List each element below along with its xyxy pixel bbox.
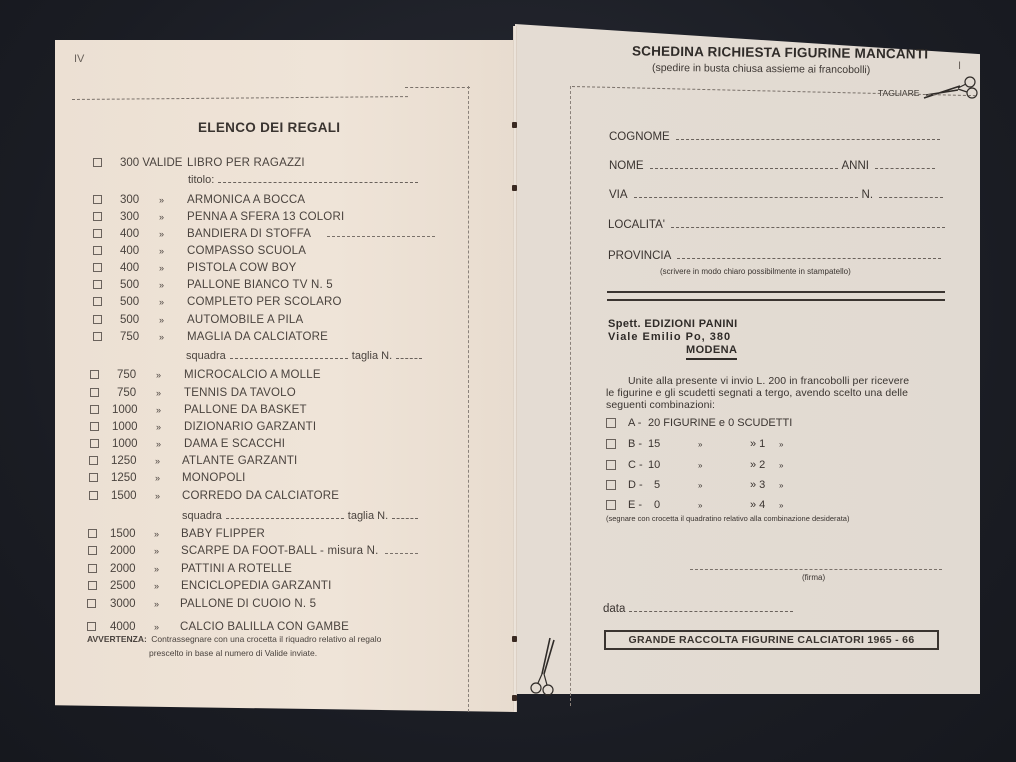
combination-scudetti: » 1 — [750, 438, 766, 450]
gift-checkbox[interactable] — [93, 297, 102, 306]
combination-option-e[interactable] — [606, 497, 784, 513]
ditto-mark: » — [779, 460, 784, 470]
nome-input-line[interactable] — [650, 168, 838, 169]
staple — [512, 185, 517, 191]
firma-input-line[interactable] — [690, 569, 942, 570]
gift-points: 1500 — [110, 527, 136, 540]
gift-checkbox[interactable] — [93, 246, 102, 255]
address-line-3: MODENA — [686, 344, 737, 360]
gift-name: ARMONICA A BOCCA — [187, 193, 306, 206]
gift-row[interactable] — [90, 435, 286, 452]
paragraph-line-3: seguenti combinazioni: — [606, 399, 716, 411]
ditto-mark: » — [155, 455, 161, 466]
combination-option-c[interactable] — [606, 457, 784, 473]
cut-line-vertical — [570, 86, 571, 706]
via-label: VIA — [609, 189, 628, 201]
staple — [512, 122, 517, 128]
gift-checkbox[interactable] — [93, 332, 102, 341]
ditto-mark: » — [156, 387, 162, 398]
gift-checkbox[interactable] — [89, 456, 98, 465]
gift-name: AUTOMOBILE A PILA — [187, 313, 304, 326]
gift-name: PALLONE BIANCO TV N. 5 — [187, 278, 333, 291]
combination-checkbox[interactable] — [606, 460, 616, 470]
gift-name: COMPLETO PER SCOLARO — [187, 295, 342, 308]
right-page-number: I — [958, 60, 962, 72]
gift-row[interactable] — [90, 401, 307, 418]
gift-row[interactable] — [93, 242, 307, 259]
paragraph-line-1: Unite alla presente vi invio L. 200 in francobolli per ricevere — [628, 375, 910, 387]
gift-checkbox[interactable] — [93, 229, 102, 238]
localita-label: LOCALITA' — [608, 219, 665, 231]
cut-label: TAGLIARE — [878, 88, 920, 98]
combination-option-d[interactable] — [606, 477, 784, 493]
gift-row[interactable] — [88, 542, 379, 559]
numero-label: N. — [861, 189, 874, 201]
ditto-mark: » — [156, 421, 162, 432]
gift-checkbox[interactable] — [93, 280, 102, 289]
collection-footer-box — [604, 630, 939, 650]
gift-points: 2000 — [110, 544, 136, 557]
bandiera-input-line[interactable] — [327, 236, 435, 237]
gift-name: PENNA A SFERA 13 COLORI — [187, 210, 345, 223]
gift-name: BABY FLIPPER — [181, 527, 266, 540]
taglia-label: taglia N. — [347, 510, 389, 522]
gift-points: 1250 — [111, 454, 137, 467]
ditto-mark: » — [154, 598, 160, 609]
warning-label: AVVERTENZA: — [87, 634, 147, 644]
squadra-input-line[interactable] — [230, 358, 348, 359]
gift-checkbox[interactable] — [88, 546, 97, 555]
gift-points: 3000 — [110, 597, 136, 610]
gift-row[interactable] — [89, 469, 246, 486]
gift-row[interactable] — [93, 191, 306, 208]
ditto-mark: » — [156, 369, 162, 380]
gift-row[interactable] — [90, 366, 321, 383]
ditto-mark: » — [698, 439, 703, 449]
gift-checkbox[interactable] — [87, 622, 96, 631]
gift-name: PATTINI A ROTELLE — [181, 562, 292, 575]
combination-scudetti: » 2 — [750, 459, 766, 471]
gift-name: MAGLIA DA CALCIATORE — [187, 330, 328, 343]
cut-line-vertical — [468, 86, 469, 712]
gift-name: TENNIS DA TAVOLO — [184, 386, 296, 399]
gift-points: 1250 — [111, 471, 137, 484]
gift-points: 750 — [117, 386, 137, 399]
ditto-mark: » — [156, 438, 162, 449]
cut-line-horizontal — [405, 87, 470, 88]
gift-row[interactable] — [89, 452, 298, 469]
gift-name: PALLONE DA BASKET — [184, 403, 307, 416]
nome-field[interactable] — [609, 160, 939, 172]
combination-letter: A - — [628, 417, 642, 429]
gift-points: 500 — [120, 313, 140, 326]
gift-points: 750 — [120, 330, 140, 343]
gift-name: MONOPOLI — [182, 471, 246, 484]
address-line-2: Viale Emilio Po, 380 — [608, 331, 732, 343]
scissors-icon — [528, 636, 556, 698]
ditto-mark: » — [155, 472, 161, 483]
ditto-mark: » — [159, 228, 165, 239]
gift-row[interactable] — [89, 487, 340, 504]
provincia-input-line[interactable] — [677, 258, 941, 259]
ditto-mark: » — [698, 500, 703, 510]
data-input-line[interactable] — [629, 611, 793, 612]
data-field[interactable] — [603, 603, 797, 615]
gift-checkbox[interactable] — [90, 370, 99, 379]
combination-text: 20 FIGURINE e 0 SCUDETTI — [648, 417, 793, 429]
form-subtitle: (spedire in busta chiusa assieme ai francobolli) — [651, 61, 871, 77]
cognome-input-line[interactable] — [676, 139, 940, 140]
combination-checkbox[interactable] — [606, 418, 616, 428]
combination-figurine: 15 — [648, 438, 661, 450]
gift-checkbox[interactable] — [88, 564, 97, 573]
nome-label: NOME — [609, 160, 644, 172]
gift-checkbox[interactable] — [93, 212, 102, 221]
staple — [512, 636, 517, 642]
gift-points: 750 — [117, 368, 137, 381]
right-page — [515, 24, 980, 694]
localita-field[interactable] — [608, 219, 949, 231]
address-line-1: Spett. EDIZIONI PANINI — [608, 318, 738, 330]
squadra-taglia-field[interactable] — [182, 510, 422, 522]
ditto-mark: » — [779, 480, 784, 490]
misura-input-line[interactable] — [385, 553, 418, 554]
gift-row[interactable] — [93, 276, 333, 293]
ditto-mark: » — [154, 563, 160, 574]
taglia-input-line[interactable] — [396, 358, 422, 359]
gift-name: DIZIONARIO GARZANTI — [184, 420, 317, 433]
combination-scudetti: » 4 — [750, 499, 766, 511]
gift-row[interactable] — [93, 311, 304, 328]
gift-checkbox[interactable] — [93, 195, 102, 204]
gift-points: 400 — [120, 227, 140, 240]
left-page-number: IV — [74, 53, 85, 65]
combination-letter: E - — [628, 499, 643, 511]
gift-row[interactable] — [90, 418, 317, 435]
gift-checkbox[interactable] — [93, 263, 102, 272]
combination-letter: D - — [628, 479, 643, 491]
gift-row[interactable] — [93, 225, 312, 242]
gift-points: 1000 — [112, 437, 138, 450]
combination-checkbox[interactable] — [606, 500, 616, 510]
combination-checkbox[interactable] — [606, 480, 616, 490]
gift-points: 2000 — [110, 562, 136, 575]
gift-name: LIBRO PER RAGAZZI — [187, 156, 305, 169]
gift-points: 500 — [120, 295, 140, 308]
ditto-mark: » — [154, 580, 160, 591]
combination-figurine: 5 — [654, 479, 661, 491]
gift-row[interactable] — [88, 560, 292, 577]
gift-row[interactable] — [93, 328, 328, 345]
ditto-mark: » — [159, 296, 165, 307]
gift-points: 500 — [120, 278, 140, 291]
anni-input-line[interactable] — [875, 168, 935, 169]
gift-row[interactable] — [88, 577, 332, 594]
ditto-mark: » — [154, 545, 160, 556]
divider — [607, 299, 945, 301]
ditto-mark: » — [698, 460, 703, 470]
ditto-mark: » — [154, 621, 160, 632]
gift-checkbox[interactable] — [93, 158, 102, 167]
gift-points: 300 — [120, 210, 140, 223]
gift-points: 4000 — [110, 620, 136, 633]
combination-letter: C - — [628, 459, 643, 471]
combination-letter: B - — [628, 438, 643, 450]
anni-label: ANNI — [841, 160, 869, 172]
ditto-mark: » — [779, 439, 784, 449]
ditto-mark: » — [159, 279, 165, 290]
gift-list-title: ELENCO DEI REGALI — [198, 120, 341, 135]
ditto-mark: » — [159, 194, 165, 205]
combination-figurine: 0 — [654, 499, 661, 511]
gift-points: 300 — [120, 193, 140, 206]
gift-points: 2500 — [110, 579, 136, 592]
warning-note — [87, 633, 447, 646]
gift-name: BANDIERA DI STOFFA — [187, 227, 312, 240]
gift-points: 300 VALIDE — [120, 156, 183, 169]
ditto-mark: » — [779, 500, 784, 510]
gift-points: 400 — [120, 244, 140, 257]
combination-checkbox[interactable] — [606, 439, 616, 449]
via-field[interactable] — [609, 189, 947, 201]
gift-row[interactable] — [88, 525, 266, 542]
ditto-mark: » — [159, 262, 165, 273]
gift-name: DAMA E SCACCHI — [184, 437, 286, 450]
gift-checkbox[interactable] — [90, 439, 99, 448]
provincia-label: PROVINCIA — [608, 250, 672, 262]
provincia-field[interactable] — [608, 250, 945, 262]
titolo-input-line[interactable] — [218, 182, 418, 183]
gift-row[interactable] — [93, 154, 305, 171]
gift-checkbox[interactable] — [87, 599, 96, 608]
squadra-taglia-field[interactable] — [186, 350, 426, 362]
ditto-mark: » — [155, 490, 161, 501]
data-label: data — [603, 603, 626, 615]
squadra-label: squadra — [182, 510, 222, 522]
gift-row[interactable] — [93, 293, 342, 310]
firma-label: (firma) — [802, 573, 826, 582]
combination-option-a[interactable] — [606, 415, 793, 431]
form-title: SCHEDINA RICHIESTA FIGURINE MANCANTI — [631, 43, 929, 62]
divider — [607, 291, 945, 293]
gift-checkbox[interactable] — [89, 473, 98, 482]
paragraph-line-2: le figurine e gli scudetti segnati a tergo, avendo scelto una delle — [606, 387, 909, 399]
gift-name: CALCIO BALILLA CON GAMBE — [180, 620, 350, 633]
gift-checkbox[interactable] — [88, 529, 97, 538]
numero-input-line[interactable] — [879, 197, 943, 198]
gift-points: 1000 — [112, 403, 138, 416]
print-hint: (scrivere in modo chiaro possibilmente in stampatello) — [660, 267, 851, 276]
ditto-mark: » — [154, 528, 160, 539]
gift-name: PISTOLA COW BOY — [187, 261, 297, 274]
combination-option-b[interactable] — [606, 436, 784, 452]
squadra-input-line[interactable] — [226, 518, 344, 519]
gift-name: COMPASSO SCUOLA — [187, 244, 307, 257]
ditto-mark: » — [159, 245, 165, 256]
scissors-icon — [922, 76, 978, 102]
via-input-line[interactable] — [634, 197, 858, 198]
gift-name: PALLONE DI CUOIO N. 5 — [180, 597, 317, 610]
staple — [512, 695, 517, 701]
combination-scudetti: » 3 — [750, 479, 766, 491]
taglia-label: taglia N. — [351, 350, 393, 362]
combination-figurine: 10 — [648, 459, 661, 471]
cognome-field[interactable] — [609, 131, 944, 143]
gift-name: SCARPE DA FOOT-BALL - misura N. — [181, 544, 379, 557]
titolo-label: titolo: — [188, 174, 215, 186]
titolo-field[interactable] — [188, 174, 422, 186]
gift-row[interactable] — [90, 384, 296, 401]
gift-name: CORREDO DA CALCIATORE — [182, 489, 340, 502]
gift-points: 1000 — [112, 420, 138, 433]
booklet-spine — [513, 26, 517, 712]
gift-checkbox[interactable] — [88, 581, 97, 590]
ditto-mark: » — [159, 331, 165, 342]
ditto-mark: » — [159, 314, 165, 325]
gift-row[interactable] — [93, 259, 297, 276]
gift-checkbox[interactable] — [90, 422, 99, 431]
gift-name: ENCICLOPEDIA GARZANTI — [181, 579, 332, 592]
ditto-mark: » — [698, 480, 703, 490]
gift-checkbox[interactable] — [89, 491, 98, 500]
collection-footer-text: GRANDE RACCOLTA FIGURINE CALCIATORI 1965 - 66 — [628, 634, 915, 646]
warning-line-2: prescelto in base al numero di Valide inviate. — [149, 648, 318, 658]
cognome-label: COGNOME — [609, 131, 670, 143]
squadra-label: squadra — [186, 350, 226, 362]
gift-row[interactable] — [93, 208, 345, 225]
gift-points: 1500 — [111, 489, 137, 502]
gift-row[interactable] — [87, 595, 317, 612]
gift-name: MICROCALCIO A MOLLE — [184, 368, 321, 381]
localita-input-line[interactable] — [671, 227, 945, 228]
taglia-input-line[interactable] — [392, 518, 418, 519]
gift-name: ATLANTE GARZANTI — [182, 454, 298, 467]
gift-checkbox[interactable] — [90, 388, 99, 397]
ditto-mark: » — [156, 404, 162, 415]
combination-note: (segnare con crocetta il quadratino relativo alla combinazione desiderata) — [606, 514, 850, 523]
warning-line-1: Contrassegnare con una crocetta il riquadro relativo al regalo — [151, 634, 382, 644]
gift-checkbox[interactable] — [93, 315, 102, 324]
gift-checkbox[interactable] — [90, 405, 99, 414]
ditto-mark: » — [159, 211, 165, 222]
gift-points: 400 — [120, 261, 140, 274]
